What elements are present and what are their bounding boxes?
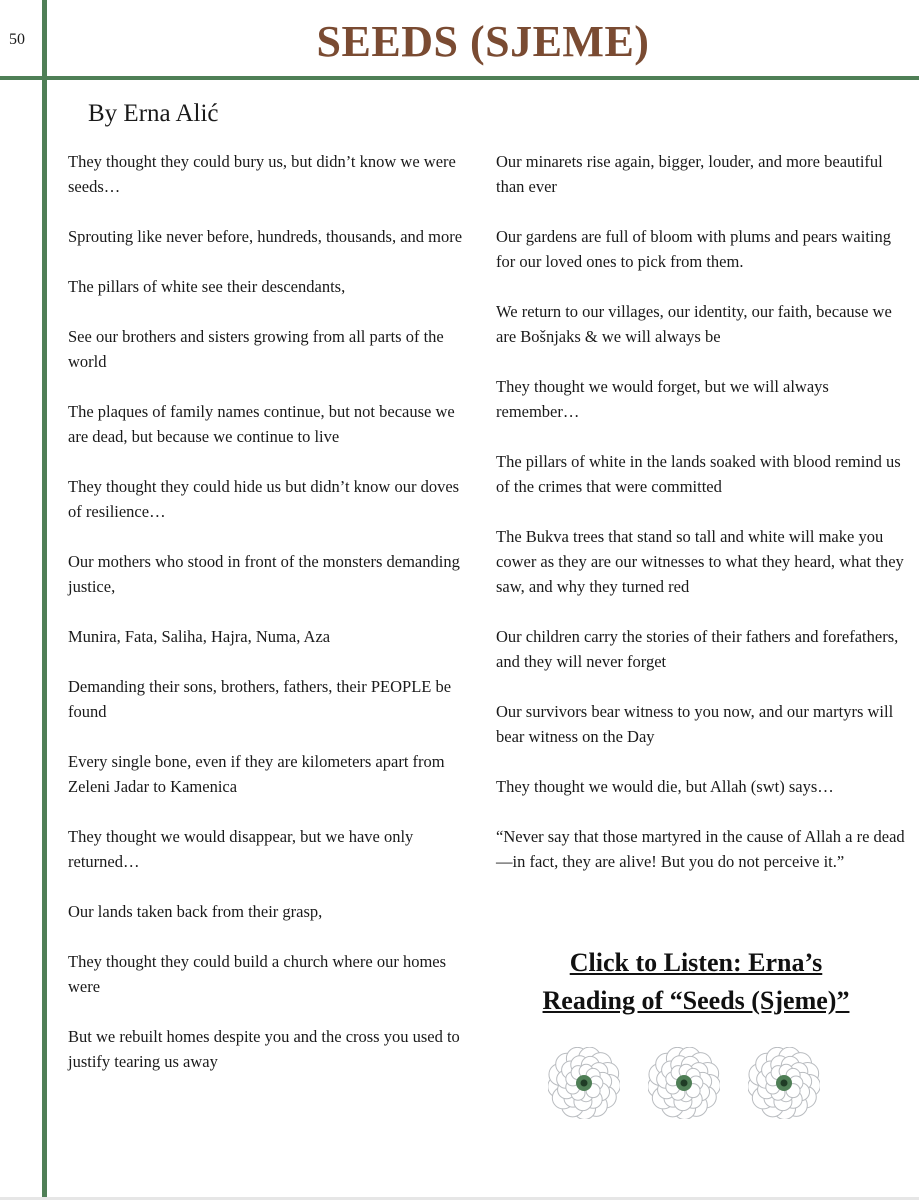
poem-stanza: Munira, Fata, Saliha, Hajra, Numa, Aza [68,627,331,646]
poem-stanza: Every single bone, even if they are kilometers apart from Zeleni Jadar to Kamenica [68,752,445,796]
flower-decoration-row [548,1047,818,1127]
poem-stanza: They thought they could build a church where our homes were [68,952,447,996]
poem-stanza: We return to our villages, our identity, our faith, because we are Bošnjaks & we will always be [496,302,892,346]
srebrenica-flower-icon [548,1047,620,1119]
poem-stanza: The Bukva trees that stand so tall and white will make you cower as they are our witnesses to what they heard, what they saw, and why they turned red [496,527,904,596]
poem-stanza: Our gardens are full of bloom with plums and pears waiting for our loved ones to pick from them. [496,227,891,271]
left-margin-rule [42,0,47,1200]
poem-stanza: Our lands taken back from their grasp, [68,902,323,921]
poem-stanza: Demanding their sons, brothers, fathers, their PEOPLE be found [68,677,452,721]
listen-link-line-1[interactable]: Click to Listen: Erna’s [569,948,823,977]
poem-column-left [68,149,474,1099]
poem-stanza: But we rebuilt homes despite you and the cross you used to justify tearing us away [68,1027,460,1071]
listen-audio-link[interactable] [496,944,896,1020]
poem-stanza: Our mothers who stood in front of the monsters demanding justice, [68,552,460,596]
poem-stanza: See our brothers and sisters growing from all parts of the world [68,327,444,371]
poem-column-right [496,149,908,899]
poem-stanza: The plaques of family names continue, but not because we are dead, but because we continue to live [68,402,455,446]
poem-stanza: They thought they could hide us but didn’t know our doves of resilience… [68,477,460,521]
srebrenica-flower-icon [748,1047,820,1119]
poem-stanza: The pillars of white in the lands soaked with blood remind us of the crimes that were committed [496,452,901,496]
poem-stanza: They thought we would disappear, but we have only returned… [68,827,414,871]
poem-stanza: They thought we would forget, but we will always remember… [496,377,829,421]
poem-stanza: They thought we would die, but Allah (swt) says… [496,777,834,796]
poem-stanza: Sprouting like never before, hundreds, thousands, and more [68,227,463,246]
poem-stanza: Our survivors bear witness to you now, and our martyrs will bear witness on the Day [496,702,894,746]
listen-link-line-2[interactable]: Reading of “Seeds (Sjeme)” [542,986,850,1015]
author-byline: By Erna Alić [88,100,219,127]
page-title: SEEDS (SJEME) [316,17,650,66]
poem-stanza: The pillars of white see their descendants, [68,277,346,296]
poem-stanza: “Never say that those martyred in the cause of Allah a re dead—in fact, they are alive! But you do not perceive it.” [496,827,905,871]
header-rule [0,76,919,80]
poem-stanza: They thought they could bury us, but didn’t know we were seeds… [68,152,456,196]
poem-stanza: Our children carry the stories of their fathers and forefathers, and they will never forget [496,627,899,671]
srebrenica-flower-icon [648,1047,720,1119]
poem-stanza: Our minarets rise again, bigger, louder, and more beautiful than ever [496,152,883,196]
page-number: 50 [9,31,25,48]
